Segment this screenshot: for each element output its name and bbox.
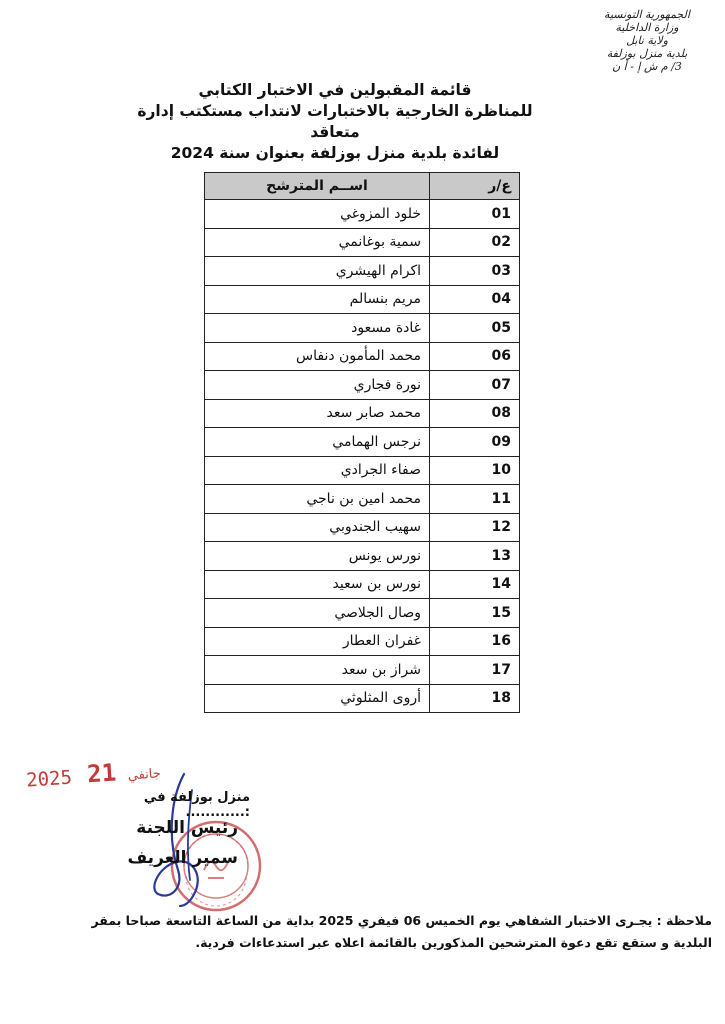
- table-row: [205, 399, 520, 428]
- header-line-governorate: ولاية نابل: [626, 34, 668, 47]
- table-row: [205, 684, 520, 713]
- header-line-municipality: بلدية منزل بوزلفة: [606, 47, 688, 60]
- row-number: 18: [430, 684, 520, 713]
- row-number: 11: [430, 485, 520, 514]
- row-number: 02: [430, 228, 520, 257]
- candidate-name: غادة مسعود: [205, 314, 430, 343]
- header-line-ministry: وزارة الداخلية: [615, 21, 679, 34]
- candidate-name: نرجس الهمامي: [205, 428, 430, 457]
- row-number: 13: [430, 542, 520, 571]
- candidate-name: أروى المثلوثي: [205, 684, 430, 713]
- candidate-name: اكرام الهيشري: [205, 257, 430, 286]
- document-title: [120, 80, 550, 164]
- row-number: 06: [430, 342, 520, 371]
- candidate-name: سمية بوغانمي: [205, 228, 430, 257]
- candidate-name: محمد المأمون دنفاس: [205, 342, 430, 371]
- row-number: 04: [430, 285, 520, 314]
- candidate-name: شراز بن سعد: [205, 656, 430, 685]
- table-row: [205, 456, 520, 485]
- table-row: [205, 314, 520, 343]
- header-line-reference: 3/ م ش إ - أ ن: [612, 60, 682, 73]
- table-row: [205, 428, 520, 457]
- table-row: [205, 342, 520, 371]
- row-number: 10: [430, 456, 520, 485]
- signature-place-date: منزل بوزلفة في :............: [143, 790, 250, 820]
- note-line-1: ملاحظة : يجـرى الاختبار الشفاهي يوم الخميس 06 فيفري 2025 بداية من الساعة التاسعة صباحا بمقر: [91, 913, 712, 928]
- row-number: 12: [430, 513, 520, 542]
- row-number: 15: [430, 599, 520, 628]
- candidate-name: نورس يونس: [205, 542, 430, 571]
- candidate-name: محمد امين بن ناجي: [205, 485, 430, 514]
- candidate-name: نورة فجاري: [205, 371, 430, 400]
- table-row: [205, 570, 520, 599]
- table-row: [205, 285, 520, 314]
- table-row: [205, 599, 520, 628]
- table-row: [205, 542, 520, 571]
- table-header-row: [205, 173, 520, 200]
- candidate-name: نورس بن سعيد: [205, 570, 430, 599]
- row-number: 03: [430, 257, 520, 286]
- candidate-name: سهيب الجندوبي: [205, 513, 430, 542]
- candidate-name: صفاء الجرادي: [205, 456, 430, 485]
- footnote: [60, 910, 712, 954]
- stamp-day: 21: [86, 758, 118, 789]
- candidate-name: محمد صابر سعد: [205, 399, 430, 428]
- row-number: 08: [430, 399, 520, 428]
- table-row: [205, 257, 520, 286]
- table-row: [205, 656, 520, 685]
- committee-chair-title: رئيس اللجنة: [136, 818, 238, 838]
- stamp-month: جانفي: [127, 766, 162, 784]
- table-row: [205, 485, 520, 514]
- table-row: [205, 627, 520, 656]
- row-number: 17: [430, 656, 520, 685]
- title-line-2: للمناظرة الخارجية بالاختبارات لانتداب مستكتب إدارة متعاقد: [137, 102, 533, 141]
- column-header-name: اســم المترشح: [205, 173, 430, 200]
- row-number: 01: [430, 200, 520, 229]
- row-number: 09: [430, 428, 520, 457]
- candidate-name: غفران العطار: [205, 627, 430, 656]
- row-number: 16: [430, 627, 520, 656]
- issuer-header: [577, 8, 717, 73]
- header-line-republic: الجمهورية التونسية: [604, 8, 690, 21]
- row-number: 05: [430, 314, 520, 343]
- table-row: [205, 228, 520, 257]
- table-row: [205, 200, 520, 229]
- committee-chair-name: سمير العريف: [127, 848, 238, 868]
- column-header-number: ع/ر: [430, 173, 520, 200]
- stamp-year: 2025: [25, 766, 73, 792]
- table-row: [205, 371, 520, 400]
- candidate-name: خلود المزوغي: [205, 200, 430, 229]
- candidates-table: [204, 172, 520, 713]
- candidate-name: وصال الجلاصي: [205, 599, 430, 628]
- title-line-1: قائمة المقبولين في الاختبار الكتابي: [198, 81, 472, 99]
- title-line-3: لفائدة بلدية منزل بوزلفة بعنوان سنة 2024: [170, 144, 500, 162]
- row-number: 14: [430, 570, 520, 599]
- note-line-2: البلدية و ستقع تقع دعوة المترشحين المذكورين بالقائمة اعلاه عبر استدعاءات فردية.: [195, 935, 712, 950]
- row-number: 07: [430, 371, 520, 400]
- candidate-name: مريم بنسالم: [205, 285, 430, 314]
- table-row: [205, 513, 520, 542]
